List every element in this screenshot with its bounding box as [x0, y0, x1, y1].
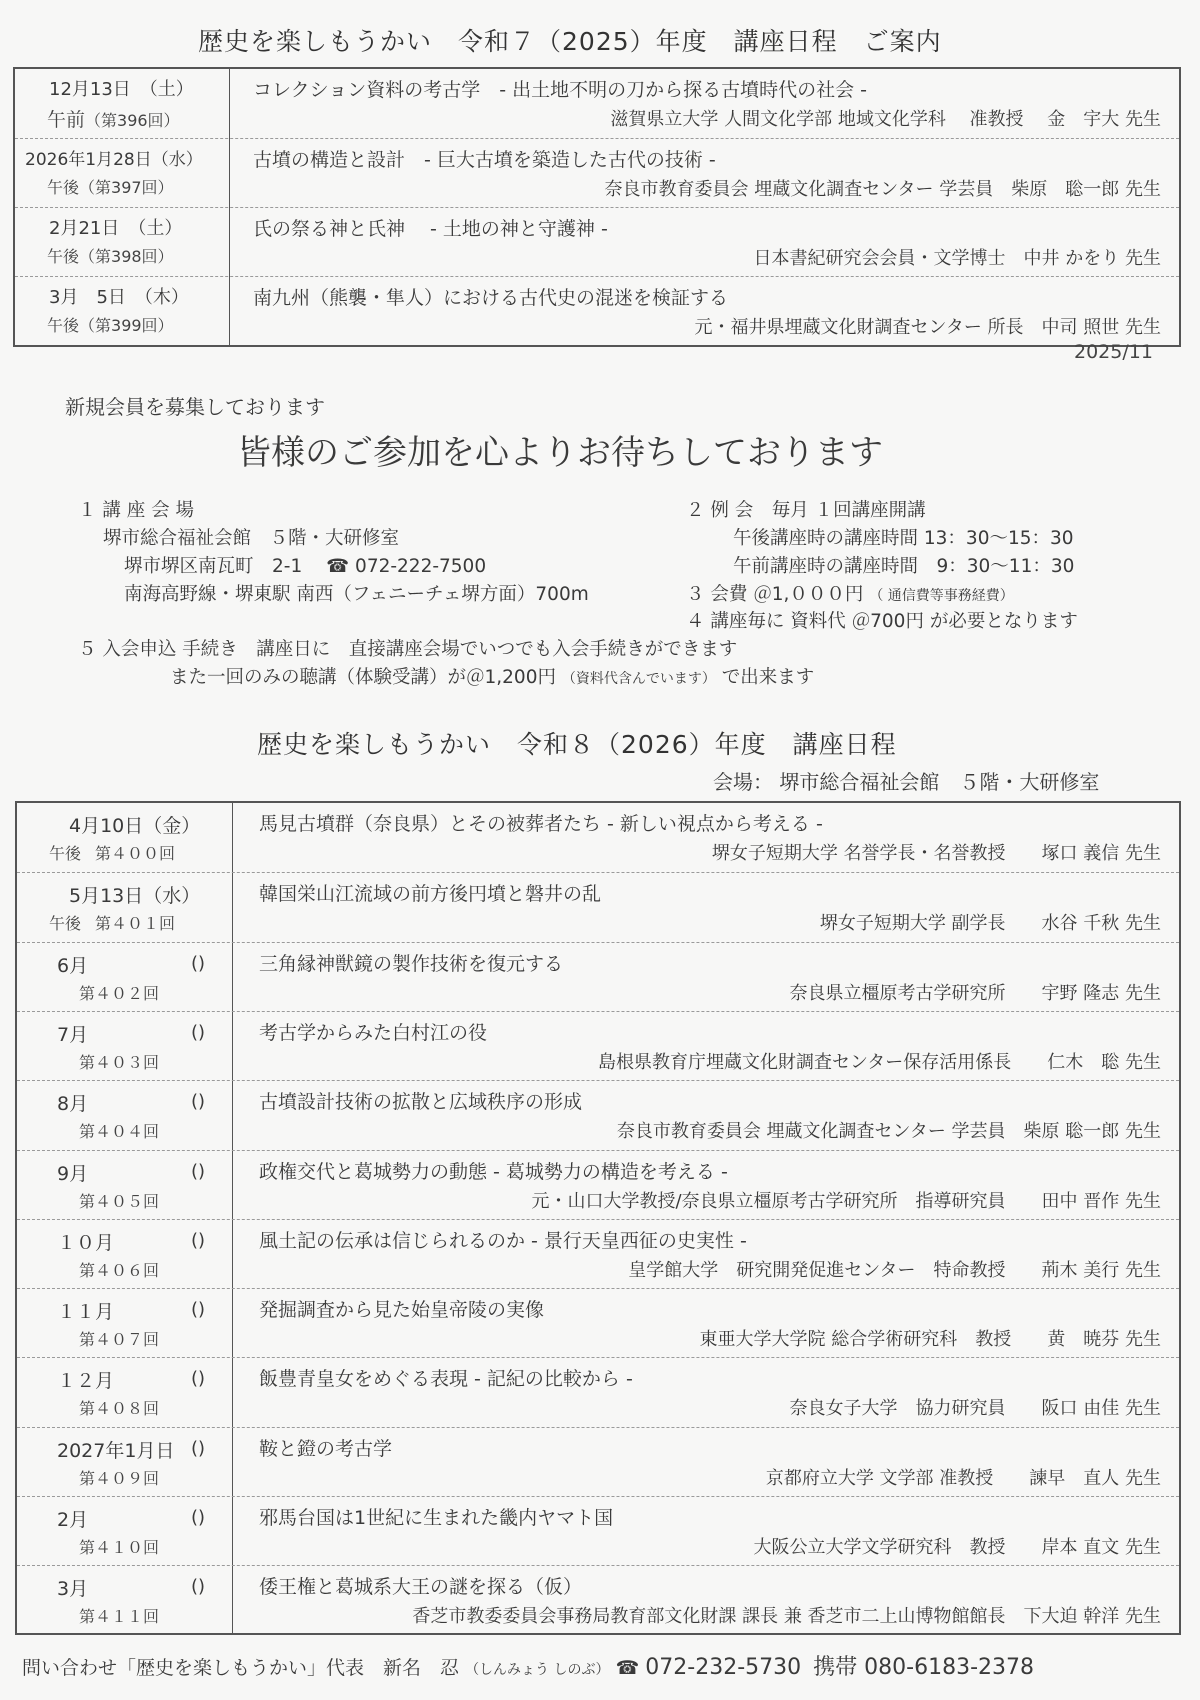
lecturer: 奈良県立橿原考古学研究所 宇野 隆志 先生: [789, 982, 1161, 1004]
lecture-topic: 南九州（熊襲・隼人）における古代史の混迷を検証する: [253, 287, 729, 309]
lecture-date: 3月 5日 （木）: [49, 287, 189, 308]
session-number: 第４０６回: [79, 1260, 160, 1280]
table-row: [17, 1565, 1179, 1634]
lecture-session: [79, 1396, 159, 1419]
session-number: 第４０９回: [79, 1468, 160, 1488]
telephone-icon: ☎: [326, 556, 350, 577]
session-number: 第４０２回: [79, 983, 160, 1003]
am-time: 午前講座時の講座時間 9：30〜11：30: [733, 556, 1075, 577]
session-number: （第396回）: [85, 111, 180, 130]
date-stamp: 2025/11: [1074, 341, 1153, 363]
lecture-date: 2027年1月日: [57, 1439, 175, 1462]
lecturer: 堺女子短期大学 名誉学長・名誉教授 塚口 義信 先生: [711, 843, 1161, 864]
lecture-date: 4月10日（金）: [69, 815, 201, 837]
lecturer: 東亜大学大学院 総合学術研究科 教授 黄 暁芬 先生: [699, 1329, 1161, 1351]
session-number: 第４１１回: [79, 1607, 160, 1627]
lecture-date: 6月: [57, 954, 89, 977]
lecture-topic: 氏の祭る神と氏神 - 土地の神と守護神 -: [253, 218, 608, 240]
lecturer: 滋賀県立大学 人間文化学部 地域文化学科 准教授 金 宇大 先生: [610, 109, 1161, 130]
venue-name: 堺市総合福祉会館 ５階・大研修室: [103, 528, 400, 549]
lecture-topic: 倭王権と葛城系大王の謎を探る（仮）: [259, 1576, 583, 1599]
contact-phone: 072-232-5730: [645, 1655, 802, 1680]
lecture-session: [79, 1327, 159, 1350]
contact-footer: [22, 1650, 1034, 1681]
schedule-2025-table: [13, 67, 1181, 347]
lecture-topic: 考古学からみた白村江の役: [259, 1021, 488, 1044]
lecture-topic: 風土記の伝承は信じられるのか - 景行天皇西征の史実性 -: [259, 1229, 747, 1252]
session-number: （第398回）: [79, 247, 174, 266]
lecturer: 元・福井県埋蔵文化財調査センター 所長 中司 照世 先生: [694, 317, 1161, 338]
session-number: 第４０４回: [79, 1122, 160, 1142]
table-row: [17, 1288, 1179, 1357]
fee-label: ３ 会費 ＠1,０００円: [686, 584, 864, 605]
contact-reading: （しんみょう しのぶ）: [465, 1662, 610, 1678]
lecture-topic: 邪馬台国は1世紀に生まれた畿内ヤマト国: [259, 1507, 614, 1529]
lecture-session: [79, 1604, 159, 1627]
join-procedure: ５ 入会申込 手続き 講座日に 直接講座会場でいつでも入会手続きができます: [78, 639, 738, 660]
trial-end: で出来ます: [721, 667, 815, 688]
weekday-placeholder: (): [191, 1229, 206, 1251]
table-row: [15, 207, 1179, 276]
table-row: [17, 803, 1179, 872]
lecture-topic: 発掘調査から見た始皇帝陵の実像: [259, 1299, 545, 1322]
lecture-date: 8月: [57, 1093, 89, 1116]
lecture-session: [47, 244, 174, 267]
lecturer: 日本書紀研究会会員・文学博士 中井 かをり 先生: [753, 248, 1161, 269]
trial-note: （資料代含んでいます）: [561, 671, 716, 687]
lecture-session: [49, 911, 175, 934]
lecture-topic: 鞍と鐙の考古学: [259, 1437, 393, 1460]
lecture-date: 2月21日 （土）: [49, 218, 183, 239]
lecture-date: １０月: [57, 1231, 115, 1254]
venue-address-line: [124, 552, 486, 578]
table-row: [15, 276, 1179, 345]
lecture-session: [79, 1050, 159, 1073]
lecture-session: [49, 841, 175, 864]
lecture-date: １２月: [57, 1370, 115, 1393]
lecture-topic: 馬見古墳群（奈良県）とその被葬者たち - 新しい視点から考える -: [259, 813, 823, 835]
lecture-session: [47, 105, 180, 132]
lecture-session: [79, 1189, 159, 1212]
session-number: 第４１０回: [79, 1538, 160, 1557]
material-fee: ４ 講座毎に 資料代 ＠700円 が必要となります: [686, 611, 1078, 632]
lecture-date: 5月13日（水）: [69, 885, 201, 908]
weekday-placeholder: (): [191, 1576, 206, 1598]
lecture-session: [79, 1466, 159, 1489]
weekday-placeholder: (): [191, 1368, 206, 1390]
table-row: [17, 1011, 1179, 1080]
lecture-topic: 古墳の構造と設計 - 巨大古墳を築造した古代の技術 -: [253, 149, 716, 171]
contact-text: 問い合わせ「歴史を楽しもうかい」代表 新名 忍: [22, 1657, 460, 1679]
table-row: [17, 942, 1179, 1011]
lecturer: 奈良市教育委員会 埋蔵文化調査センター 学芸員 柴原 聡一郎 先生: [616, 1121, 1161, 1143]
lecture-topic: 政権交代と葛城勢力の動態 - 葛城勢力の構造を考える -: [259, 1160, 728, 1183]
lecturer: 奈良女子大学 協力研究員 阪口 由佳 先生: [789, 1398, 1161, 1420]
session-label: 午後: [49, 844, 82, 863]
table-row: [17, 1357, 1179, 1426]
schedule-2026-title: 歴史を楽しもうかい 令和８（2026）年度 講座日程: [257, 730, 897, 759]
lecture-session: [79, 1535, 159, 1558]
table-row: [15, 138, 1179, 207]
lecture-session: [47, 175, 174, 198]
lecturer: 島根県教育庁埋蔵文化財調査センター保存活用係長 仁木 聡 先生: [598, 1051, 1161, 1073]
table-row: [15, 69, 1179, 138]
lecture-date: 2月: [57, 1509, 89, 1531]
weekday-placeholder: (): [191, 952, 206, 974]
table-row: [17, 1219, 1179, 1288]
lecture-date: 3月: [57, 1578, 89, 1601]
pm-time: 午後講座時の講座時間 13：30〜15：30: [733, 528, 1074, 549]
weekday-placeholder: (): [191, 1021, 206, 1043]
session-number: 第４０７回: [79, 1330, 160, 1350]
table-row: [17, 1150, 1179, 1219]
table-row: [17, 1496, 1179, 1565]
session-number: （第397回）: [79, 178, 174, 197]
venue-access: 南海高野線・堺東駅 南西（フェニーチェ堺方面）700m: [124, 584, 589, 605]
table-row: [17, 1427, 1179, 1496]
session-label: 午後: [47, 316, 80, 335]
lecture-date: 12月13日 （土）: [49, 79, 194, 100]
telephone-icon: ☎: [615, 1657, 640, 1679]
schedule-2026-table: [15, 801, 1181, 1635]
session-label: 午後: [47, 247, 80, 266]
lecture-date: 2026年1月28日（水）: [25, 150, 203, 170]
session-number: 第４０８回: [79, 1399, 160, 1419]
recruit-headline: 皆様のご参加を心よりお待ちしております: [237, 433, 883, 473]
venue-address: 堺市堺区南瓦町 2-1: [124, 556, 303, 577]
lecture-session: [79, 981, 159, 1004]
recruit-line: 新規会員を募集しております: [65, 395, 325, 419]
session-label: 午後: [49, 914, 82, 934]
lecturer: 香芝市教委委員会事務局教育部文化財課 課長 兼 香芝市二上山博物館館長 下大迫 幹洋 先生: [412, 1606, 1161, 1628]
lecture-topic: 古墳設計技術の拡散と広域秩序の形成: [259, 1091, 583, 1114]
lecture-date: １１月: [57, 1301, 115, 1324]
lecturer: 京都府立大学 文学部 准教授 諫早 直人 先生: [765, 1467, 1161, 1489]
weekday-placeholder: (): [191, 1160, 206, 1182]
lecture-session: [47, 313, 174, 336]
lecture-topic: コレクション資料の考古学 - 出土地不明の刀から探る古墳時代の社会 -: [253, 79, 868, 101]
weekday-placeholder: (): [191, 1507, 206, 1528]
lecturer: 奈良市教育委員会 埋蔵文化調査センター 学芸員 柴原 聡一郎 先生: [604, 179, 1161, 200]
trial-line: [170, 663, 814, 689]
fee-note: （ 通信費等事務経費）: [869, 588, 1014, 604]
trial-main: また一回のみの聴講（体験受講）が＠1,200円: [170, 667, 556, 688]
contact-mobile: 携帯 080-6183-2378: [813, 1655, 1035, 1680]
session-number: 第４０１回: [95, 914, 176, 934]
venue-phone: 072-222-7500: [355, 556, 487, 577]
weekday-placeholder: (): [191, 1091, 206, 1113]
lecture-topic: 韓国栄山江流域の前方後円墳と磐井の乱: [259, 883, 602, 906]
page-title: 歴史を楽しもうかい 令和７（2025）年度 講座日程 ご案内: [198, 27, 942, 56]
lecture-date: 7月: [57, 1023, 89, 1046]
lecture-session: [79, 1258, 159, 1281]
lecturer: 堺女子短期大学 副学長 水谷 千秋 先生: [819, 913, 1161, 935]
weekday-placeholder: (): [191, 1299, 206, 1321]
session-number: （第399回）: [79, 316, 174, 335]
lecturer: 大阪公立大学文学研究科 教授 岸本 直文 先生: [753, 1537, 1161, 1558]
lecturer: 皇学館大学 研究開発促進センター 特命教授 荊木 美行 先生: [628, 1259, 1161, 1281]
schedule-2026-venue: 会場： 堺市総合福祉会館 ５階・大研修室: [713, 770, 1100, 794]
lecture-topic: 飯豊青皇女をめぐる表現 - 記紀の比較から -: [259, 1368, 633, 1391]
session-number: 第４０５回: [79, 1191, 160, 1211]
session-label: 午後: [47, 178, 80, 197]
lecture-date: 9月: [57, 1162, 89, 1185]
venue-label: １ 講 座 会 場: [78, 500, 195, 521]
lecture-topic: 三角縁神獣鏡の製作技術を復元する: [259, 952, 564, 975]
session-number: 第４０３回: [79, 1052, 160, 1072]
table-row: [17, 1080, 1179, 1149]
lecture-session: [79, 1119, 159, 1142]
weekday-placeholder: (): [191, 1437, 206, 1459]
table-row: [17, 872, 1179, 941]
meeting-label: ２ 例 会 毎月 １回講座開講: [686, 500, 926, 521]
session-label: 午前: [47, 109, 86, 131]
fee-line: [686, 580, 1014, 606]
lecturer: 元・山口大学教授/奈良県立橿原考古学研究所 指導研究員 田中 晋作 先生: [531, 1190, 1161, 1212]
session-number: 第４００回: [95, 844, 176, 863]
